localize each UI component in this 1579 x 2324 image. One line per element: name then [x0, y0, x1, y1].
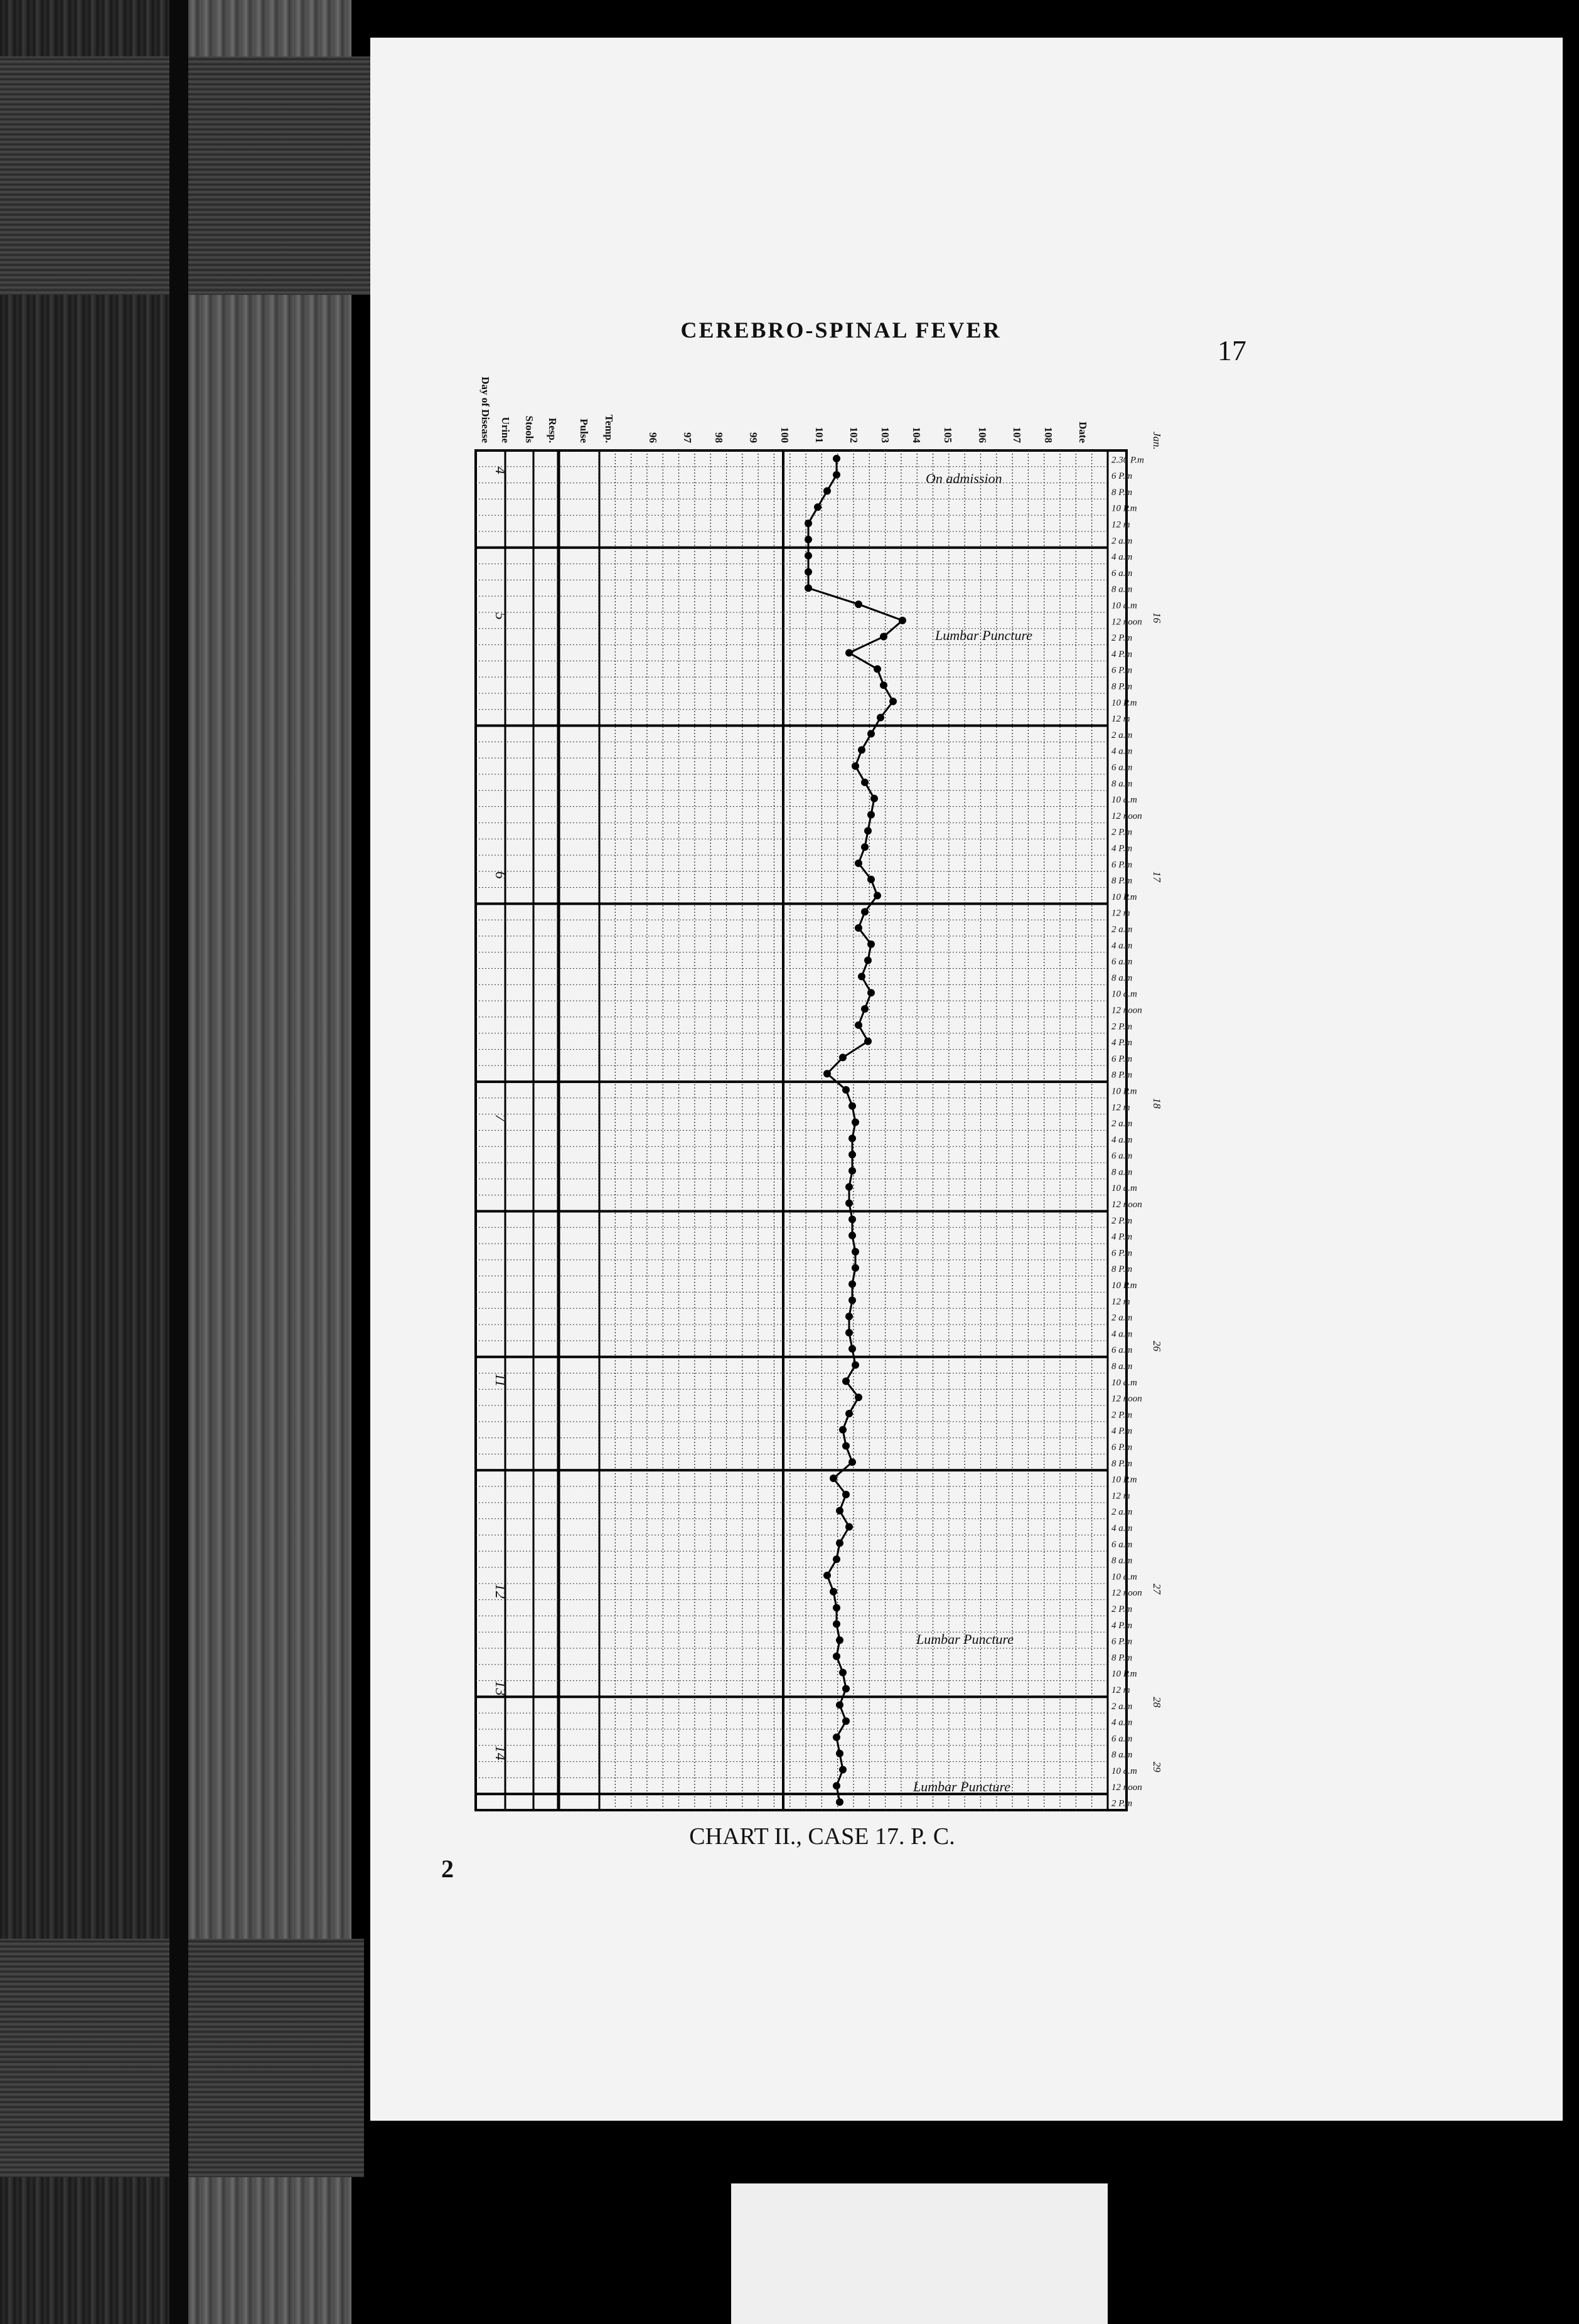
plate-number: 2 [441, 1855, 454, 1883]
column-header: 103 [879, 427, 891, 443]
date-mark: Jan. [1151, 432, 1163, 450]
time-label: 4 P.m [1111, 1232, 1133, 1242]
time-label: 6 P.m [1111, 1248, 1133, 1259]
time-label: 6 P.m [1111, 1053, 1133, 1064]
time-label: 4 a.m [1111, 746, 1133, 757]
time-label: 2 a.m [1111, 730, 1133, 740]
time-label: 2 P.m [1111, 1215, 1133, 1226]
temperature-point [874, 892, 881, 899]
time-label: 12 m [1111, 1685, 1130, 1695]
time-label: 10 a.m [1111, 600, 1137, 611]
temperature-point [839, 1053, 847, 1061]
temperature-point [852, 1264, 859, 1272]
time-label: 12 noon [1111, 617, 1142, 627]
annotation: Lumbar Puncture [935, 627, 1033, 643]
time-label: 12 noon [1111, 1394, 1142, 1404]
temperature-point [836, 1507, 843, 1515]
temperature-point [845, 1313, 853, 1320]
temperature-point [845, 1523, 853, 1531]
day-label: 11 [492, 1373, 508, 1387]
time-label: 10 P.m [1111, 1669, 1137, 1680]
time-label: 2 P.m [1111, 1798, 1133, 1809]
temperature-point [880, 681, 887, 689]
time-label: 4 P.m [1111, 1038, 1133, 1048]
time-label: 2 a.m [1111, 536, 1133, 546]
time-label: 8 a.m [1111, 1750, 1133, 1761]
temperature-point [848, 1232, 856, 1239]
time-label: 12 m [1111, 714, 1130, 725]
temperature-point [867, 941, 875, 948]
temperature-point [836, 1750, 843, 1757]
column-header: Date [1077, 422, 1089, 443]
temperature-point [899, 617, 906, 624]
annotation: Lumbar Puncture [913, 1779, 1011, 1794]
temperature-point [805, 584, 812, 592]
temperature-point [836, 1701, 843, 1708]
temperature-point [855, 860, 862, 867]
temperature-point [839, 1669, 847, 1676]
column-header: 100 [779, 427, 791, 443]
temperature-point [864, 957, 872, 964]
temperature-point [867, 730, 875, 737]
time-label: 2 P.m [1111, 1410, 1133, 1421]
column-header: 96 [647, 432, 659, 443]
temperature-point [836, 1798, 843, 1806]
temperature-point [852, 1248, 859, 1255]
time-label: 6 P.m [1111, 1636, 1133, 1647]
temperature-point [842, 1442, 850, 1450]
temperature-point [861, 1005, 869, 1013]
time-label: 6 P.m [1111, 471, 1133, 482]
temperature-point [839, 1766, 847, 1774]
time-label: 2 P.m [1111, 1021, 1133, 1032]
time-label: 8 a.m [1111, 779, 1133, 789]
time-label: 8 P.m [1111, 1653, 1133, 1663]
column-header: Pulse [578, 418, 590, 443]
temperature-point [852, 1362, 859, 1369]
temperature-point [858, 973, 865, 980]
temperature-point [855, 924, 862, 932]
time-label: 10 P.m [1111, 503, 1137, 514]
temperature-point [867, 876, 875, 883]
time-label: 12 m [1111, 1296, 1130, 1307]
column-header: Stools [523, 415, 535, 443]
time-label: 2 a.m [1111, 1119, 1133, 1129]
temperature-point [839, 1426, 847, 1434]
temperature-point [861, 843, 869, 851]
time-label: 6 P.m [1111, 860, 1133, 870]
date-mark: 17 [1151, 871, 1163, 882]
column-header: 99 [747, 432, 759, 443]
time-label: 2 a.m [1111, 1701, 1133, 1712]
temperature-point [805, 536, 812, 543]
temperature-point [848, 1151, 856, 1158]
temperature-point [823, 487, 831, 494]
day-label: 13 [492, 1680, 508, 1696]
temperature-point [848, 1134, 856, 1142]
time-label: 8 P.m [1111, 487, 1133, 498]
temperature-point [842, 1086, 850, 1094]
time-label: 10 P.m [1111, 698, 1137, 708]
time-label: 8 a.m [1111, 584, 1133, 595]
time-label: 6 a.m [1111, 1151, 1133, 1161]
temperature-point [833, 1734, 840, 1741]
temperature-point [880, 633, 887, 641]
date-mark: 29 [1151, 1761, 1163, 1772]
column-header: 105 [942, 427, 954, 443]
temperature-point [848, 1345, 856, 1353]
temperature-point [830, 1474, 837, 1482]
time-label: 10 P.m [1111, 1474, 1137, 1485]
temperature-point [855, 1021, 862, 1029]
time-label: 4 P.m [1111, 1426, 1133, 1437]
time-label: 2 a.m [1111, 1507, 1133, 1518]
column-header: Resp. [547, 417, 559, 443]
time-label: 2 a.m [1111, 1313, 1133, 1323]
chart-caption: CHART II., CASE 17. P. C. [689, 1823, 955, 1850]
time-label: 12 m [1111, 1491, 1130, 1501]
temperature-point [836, 1539, 843, 1547]
time-label: 4 a.m [1111, 941, 1133, 951]
time-label: 8 a.m [1111, 1167, 1133, 1178]
date-mark: 28 [1151, 1697, 1163, 1708]
temperature-point [855, 1394, 862, 1401]
temperature-point [823, 1572, 831, 1579]
time-label: 10 a.m [1111, 1766, 1137, 1776]
date-mark: 16 [1151, 612, 1163, 623]
temperature-point [845, 1329, 853, 1336]
time-label: 6 a.m [1111, 1734, 1133, 1744]
time-label: 2 P.m [1111, 1604, 1133, 1614]
time-label: 10 P.m [1111, 1086, 1137, 1097]
column-header: 108 [1042, 427, 1054, 443]
temperature-point [864, 1038, 872, 1045]
time-label: 4 a.m [1111, 1329, 1133, 1340]
time-label: 10 P.m [1111, 892, 1137, 902]
temperature-point [864, 827, 872, 834]
time-label: 8 P.m [1111, 1264, 1133, 1275]
time-label: 8 a.m [1111, 973, 1133, 983]
time-label: 4 P.m [1111, 649, 1133, 659]
page-number: 17 [1218, 334, 1246, 366]
time-label: 12 noon [1111, 1005, 1142, 1016]
temperature-point [823, 1070, 831, 1077]
time-label: 4 P.m [1111, 843, 1133, 854]
temperature-point [842, 1491, 850, 1498]
time-label: 2.30 P.m [1111, 455, 1144, 466]
column-header: 98 [713, 432, 725, 443]
day-label: 6 [492, 871, 508, 879]
column-header: 106 [977, 427, 988, 443]
annotation: On admission [926, 471, 1002, 486]
temperature-point [867, 989, 875, 996]
time-label: 4 a.m [1111, 1134, 1133, 1145]
temperature-point [848, 1281, 856, 1288]
time-label: 12 noon [1111, 1200, 1142, 1210]
column-header: Day of Disease [479, 376, 491, 443]
time-label: 8 P.m [1111, 1070, 1133, 1080]
date-mark: 18 [1151, 1097, 1163, 1109]
column-header: Urine [500, 417, 511, 443]
time-label: 10 a.m [1111, 1183, 1137, 1194]
column-header: 104 [911, 427, 923, 443]
temperature-point [870, 795, 878, 802]
time-label: 8 P.m [1111, 876, 1133, 887]
date-mark: 26 [1151, 1340, 1163, 1351]
time-label: 6 P.m [1111, 665, 1133, 676]
temperature-point [814, 503, 822, 511]
time-label: 10 a.m [1111, 1377, 1137, 1388]
temperature-point [848, 1458, 856, 1466]
temperature-point [845, 1200, 853, 1207]
time-label: 10 P.m [1111, 1281, 1137, 1291]
time-label: 6 a.m [1111, 1345, 1133, 1356]
temperature-point [848, 1167, 856, 1175]
time-label: 6 a.m [1111, 568, 1133, 578]
time-label: 2 P.m [1111, 827, 1133, 838]
temperature-point [842, 1717, 850, 1725]
temperature-point [833, 1620, 840, 1628]
temperature-point [805, 520, 812, 527]
day-label: 14 [492, 1745, 508, 1761]
time-label: 10 a.m [1111, 1572, 1137, 1582]
temperature-point [848, 1102, 856, 1110]
column-header: 101 [813, 427, 825, 443]
temperature-point [858, 746, 865, 754]
column-header: 102 [848, 427, 860, 443]
temperature-point [836, 1636, 843, 1644]
temperature-point [833, 1604, 840, 1612]
temperature-point [848, 1215, 856, 1223]
temperature-point [833, 455, 840, 462]
running-head: CEREBRO-SPINAL FEVER [680, 317, 1002, 343]
temperature-point [842, 1685, 850, 1693]
time-label: 8 P.m [1111, 681, 1133, 692]
time-label: 2 P.m [1111, 633, 1133, 644]
time-label: 4 a.m [1111, 1717, 1133, 1728]
temperature-point [861, 908, 869, 915]
temperature-point [845, 1183, 853, 1191]
time-label: 6 a.m [1111, 1539, 1133, 1550]
day-label: 4 [492, 466, 508, 474]
temperature-point [877, 714, 884, 722]
time-label: 8 a.m [1111, 1555, 1133, 1566]
time-label: 4 a.m [1111, 552, 1133, 563]
day-label: 12 [492, 1583, 508, 1599]
temperature-point [855, 600, 862, 608]
time-label: 12 m [1111, 1102, 1130, 1113]
annotation: Lumbar Puncture [916, 1631, 1014, 1647]
time-label: 8 P.m [1111, 1458, 1133, 1469]
time-label: 12 noon [1111, 1782, 1142, 1793]
time-label: 6 a.m [1111, 957, 1133, 967]
temperature-point [848, 1296, 856, 1304]
temperature-point [805, 568, 812, 575]
time-label: 12 m [1111, 908, 1130, 919]
temperature-point [861, 779, 869, 786]
column-header: Temp. [603, 414, 615, 443]
time-label: 4 a.m [1111, 1523, 1133, 1533]
day-label: 7 [492, 1114, 508, 1122]
temperature-point [867, 811, 875, 818]
temperature-point [874, 665, 881, 673]
temperature-point [842, 1377, 850, 1385]
time-label: 10 a.m [1111, 795, 1137, 806]
temperature-point [805, 552, 812, 560]
time-label: 12 m [1111, 520, 1130, 530]
column-header: 107 [1011, 427, 1023, 443]
temperature-point [833, 1555, 840, 1563]
time-label: 8 a.m [1111, 1362, 1133, 1372]
temperature-point [833, 1782, 840, 1789]
temperature-point [845, 649, 853, 656]
column-header: 97 [682, 432, 693, 443]
time-label: 2 a.m [1111, 924, 1133, 935]
time-label: 12 noon [1111, 1588, 1142, 1599]
temperature-point [889, 698, 897, 705]
time-label: 12 noon [1111, 811, 1142, 821]
time-label: 10 a.m [1111, 989, 1137, 999]
temperature-point [852, 762, 859, 770]
temperature-point [830, 1588, 837, 1596]
time-label: 4 P.m [1111, 1620, 1133, 1631]
temperature-point [852, 1119, 859, 1126]
time-label: 6 a.m [1111, 762, 1133, 773]
date-mark: 27 [1151, 1583, 1163, 1594]
temperature-point [845, 1410, 853, 1417]
temperature-point [833, 1653, 840, 1660]
temperature-point [833, 471, 840, 479]
time-label: 6 P.m [1111, 1442, 1133, 1453]
day-label: 5 [492, 612, 508, 620]
